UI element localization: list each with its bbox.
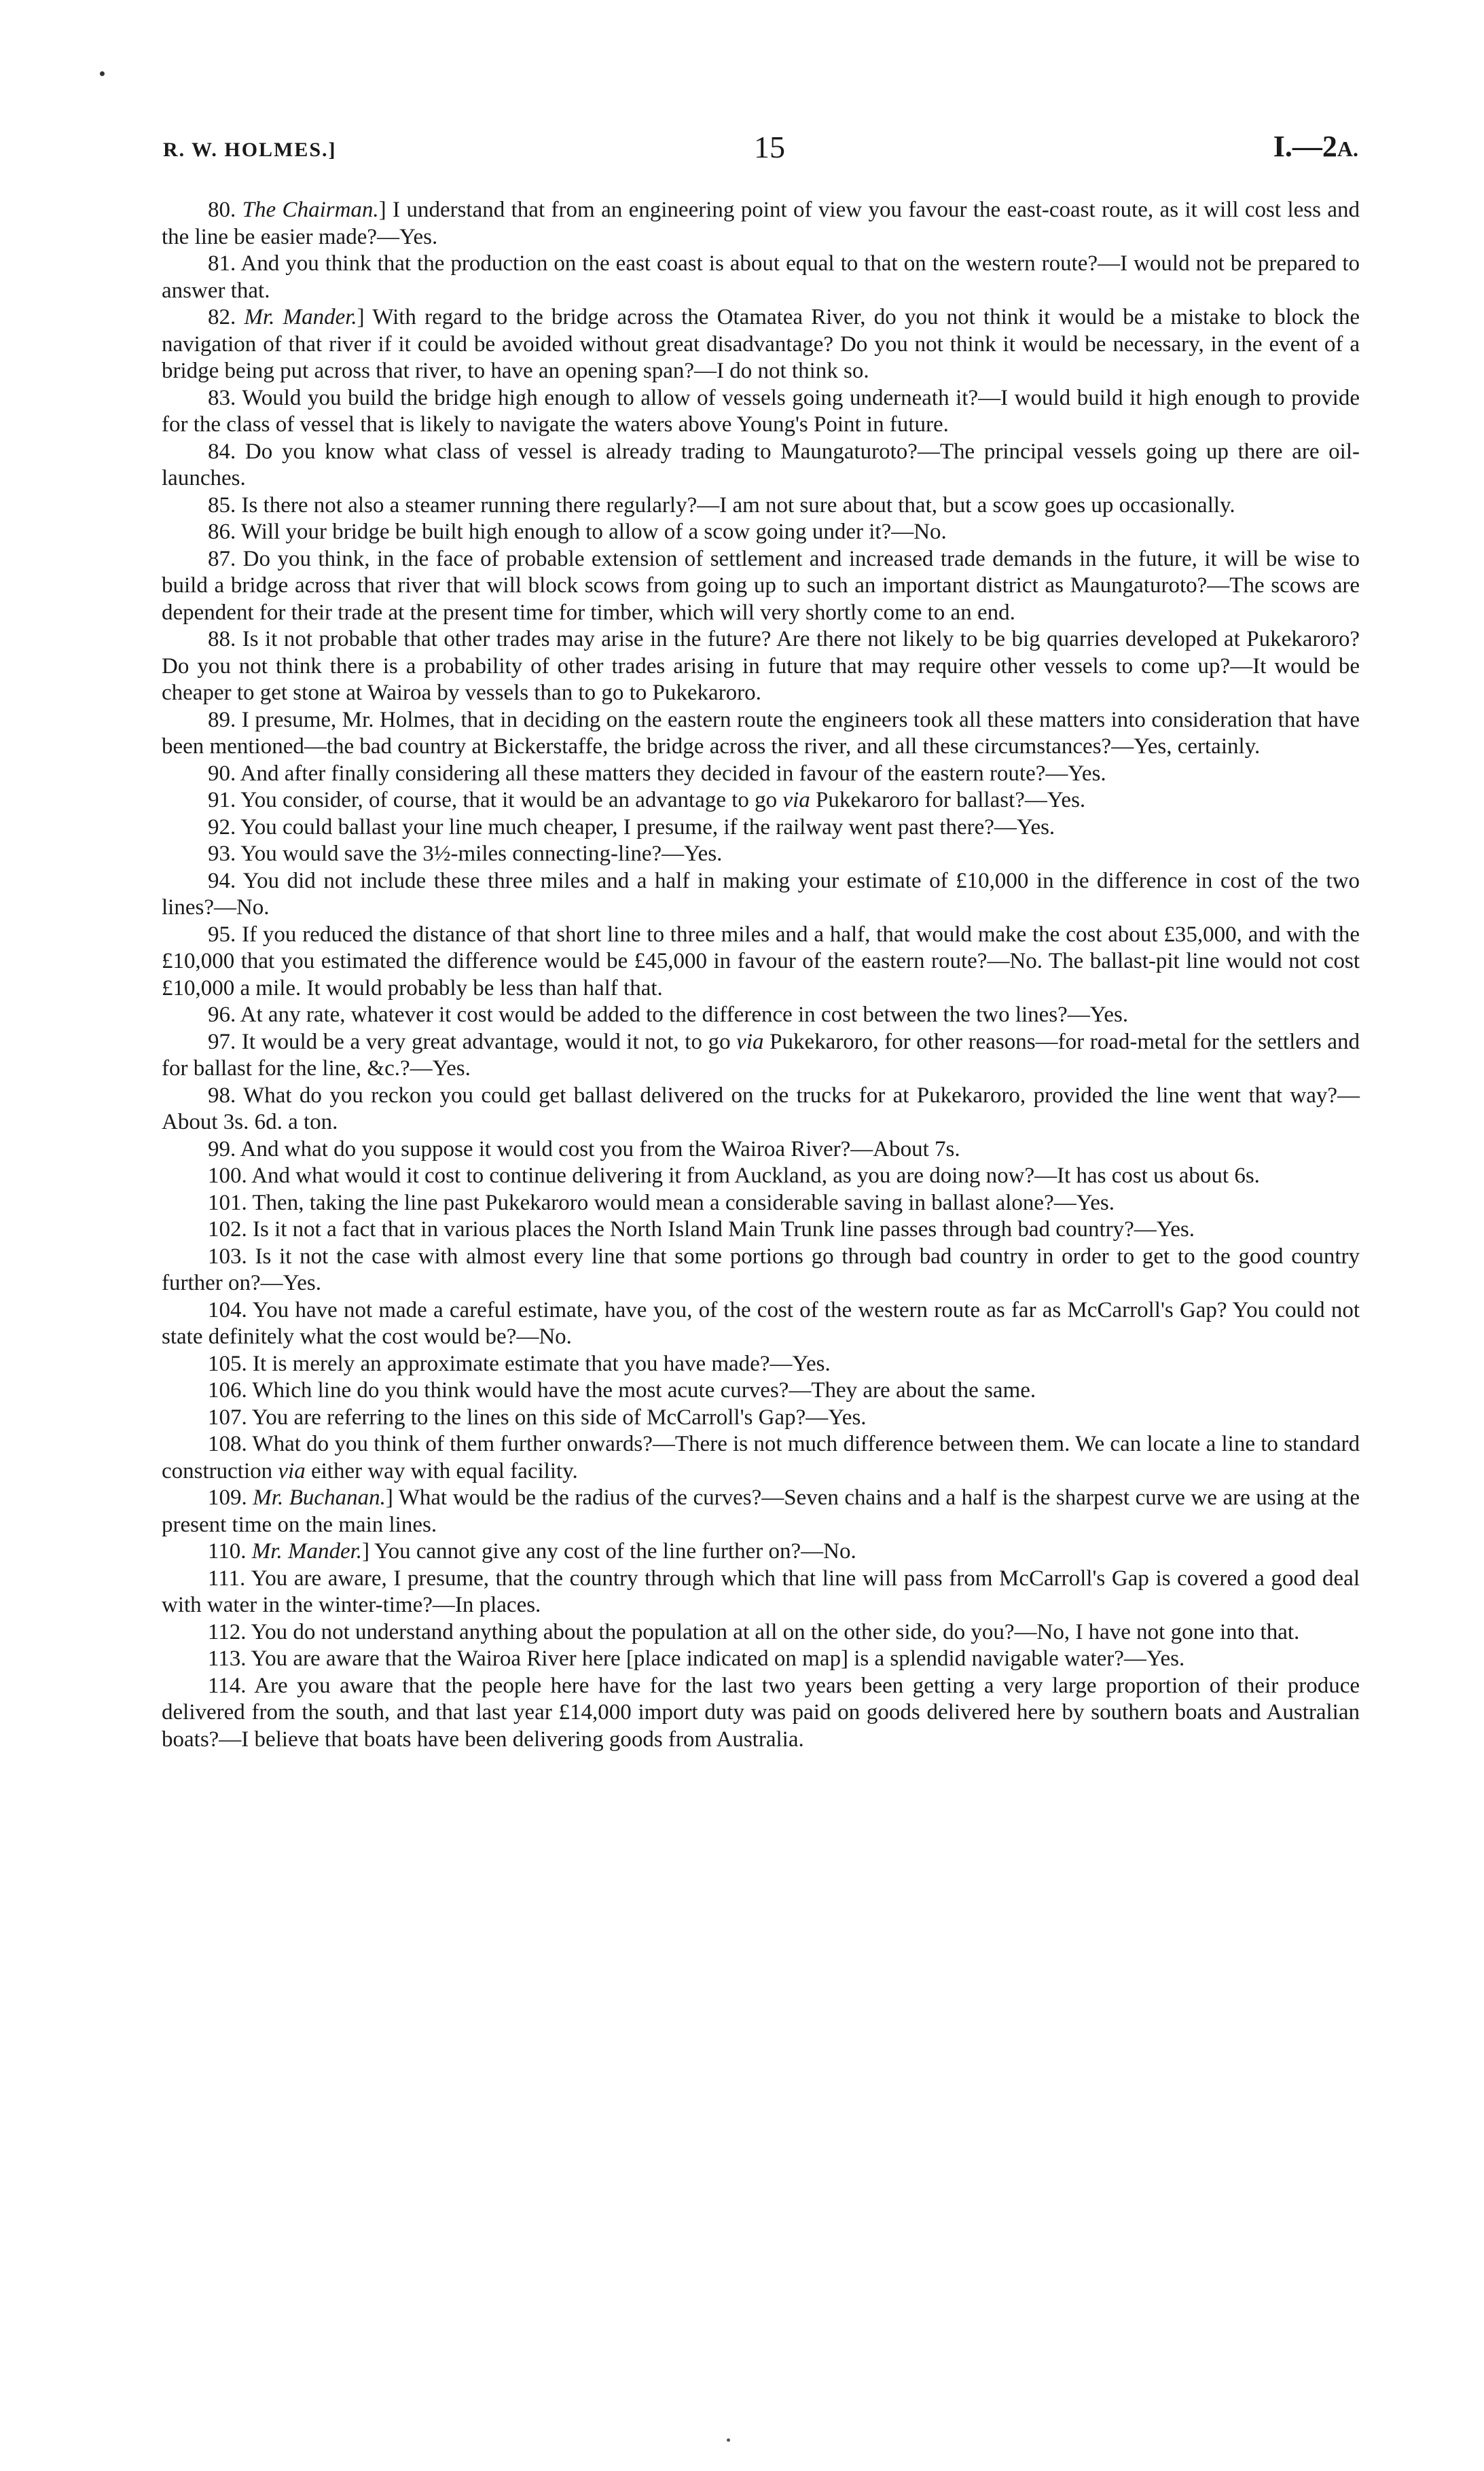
italic-text: Mr. Buchanan. bbox=[253, 1485, 386, 1510]
italic-text: The Chairman. bbox=[242, 198, 379, 222]
italic-text: via bbox=[736, 1029, 764, 1054]
paragraph-text: 102. Is it not a fact that in various places the North Island Main Trunk line passes through bad country?—Yes. bbox=[208, 1217, 1195, 1242]
document-reference-main: I.—2 bbox=[1273, 130, 1337, 163]
italic-text: via bbox=[782, 788, 810, 812]
paragraph-text: 94. You did not include these three miles and a half in making your estimate of £10,000 in the difference in cost of the two lines?—No. bbox=[162, 868, 1360, 920]
paragraph-text: 101. Then, taking the line past Pukekaroro would mean a considerable saving in ballast alone?—Yes. bbox=[208, 1190, 1115, 1215]
paragraph-text: either way with equal facility. bbox=[305, 1458, 578, 1483]
paragraph-text: 109. bbox=[208, 1485, 253, 1510]
evidence-body bbox=[162, 197, 1360, 1753]
question-paragraph bbox=[162, 1485, 1360, 1538]
question-paragraph bbox=[162, 385, 1360, 439]
paragraph-text: 113. You are aware that the Wairoa River here [place indicated on map] is a splendid navigable water?—Yes. bbox=[208, 1646, 1185, 1671]
question-paragraph bbox=[162, 1431, 1360, 1485]
paragraph-text: 98. What do you reckon you could get ballast delivered on the trucks for at Pukekaroro, provided the line went that way?—About 3s. 6d. a ton. bbox=[162, 1083, 1360, 1134]
paragraph-text: 104. You have not made a careful estimate, have you, of the cost of the western route as far as McCarroll's Gap? You could not state definitely what the cost would be?—No. bbox=[162, 1297, 1360, 1349]
paragraph-text: 81. And you think that the production on the east coast is about equal to that on the western route?—I would not be prepared to answer that. bbox=[162, 251, 1360, 303]
paragraph-text: 83. Would you build the bridge high enough to allow of vessels going underneath it?—I would build it high enough to provide for the class of vessel that is likely to navigate the waters above Young's Point in future. bbox=[162, 385, 1360, 437]
paragraph-text: ] What would be the radius of the curves?—Seven chains and a half is the sharpest curve we are using at the present time on the main lines. bbox=[162, 1485, 1360, 1537]
page-header bbox=[163, 129, 1358, 170]
ink-speck-bottom bbox=[727, 2438, 730, 2442]
question-paragraph bbox=[162, 1297, 1360, 1351]
question-paragraph bbox=[162, 1566, 1360, 1619]
paragraph-text: 111. You are aware, I presume, that the country through which that line will pass from McCarroll's Gap is covered a good deal with water in the winter-time?—In places. bbox=[162, 1566, 1360, 1617]
paragraph-text: 89. I presume, Mr. Holmes, that in deciding on the eastern route the engineers took all these matters into consideration that have been mentioned—the bad country at Bickerstaffe, the bridge across the river, and all these circumstances?—Yes, certainly. bbox=[162, 707, 1360, 759]
paragraph-text: Pukekaroro, for other reasons—for road-metal for the settlers and for ballast for the line, &c.?—Yes. bbox=[162, 1029, 1360, 1081]
paragraph-text: 91. You consider, of course, that it would be an advantage to go bbox=[208, 788, 783, 812]
question-paragraph bbox=[162, 1002, 1360, 1029]
question-paragraph bbox=[162, 1190, 1360, 1217]
paragraph-text: 85. Is there not also a steamer running there regularly?—I am not sure about that, but a scow goes up occasionally. bbox=[208, 492, 1235, 518]
paragraph-text: 82. bbox=[208, 305, 245, 329]
italic-text: Mr. Mander. bbox=[244, 305, 357, 329]
paragraph-text: 114. Are you aware that the people here have for the last two years been getting a very large proportion of their produce delivered from the south, and that last year £14,000 import duty was paid on goods delivered here by southern boats and Australian boats?—I believe that boats have been delivering goods from Australia. bbox=[162, 1673, 1360, 1752]
paragraph-text: 103. Is it not the case with almost every line that some portions go through bad country in order to get to the good country further on?—Yes. bbox=[162, 1244, 1360, 1295]
paragraph-text: ] You cannot give any cost of the line further on?—No. bbox=[362, 1539, 856, 1564]
paragraph-text: ] I understand that from an engineering point of view you favour the east-coast route, as it will cost less and the line be easier made?—Yes. bbox=[162, 198, 1360, 249]
question-paragraph bbox=[162, 868, 1360, 922]
question-paragraph bbox=[162, 1405, 1360, 1432]
question-paragraph bbox=[162, 814, 1360, 842]
question-paragraph bbox=[162, 1136, 1360, 1164]
question-paragraph bbox=[162, 922, 1360, 1003]
question-paragraph bbox=[162, 1029, 1360, 1083]
italic-text: via bbox=[278, 1458, 306, 1483]
question-paragraph bbox=[162, 761, 1360, 788]
question-paragraph bbox=[162, 1673, 1360, 1754]
paragraph-text: 108. What do you think of them further onwards?—There is not much difference between them. We can locate a line to standard construction bbox=[162, 1432, 1360, 1483]
document-reference-suffix: A. bbox=[1337, 137, 1358, 161]
question-paragraph bbox=[162, 1351, 1360, 1378]
paragraph-text: 105. It is merely an approximate estimate that you have made?—Yes. bbox=[208, 1351, 831, 1376]
question-paragraph bbox=[162, 1646, 1360, 1673]
paragraph-text: 95. If you reduced the distance of that short line to three miles and a half, that would make the cost about £35,000, and with the £10,000 that you estimated the difference would be £45,000 in favour of the eastern route?—No. The ballast-pit line would not cost £10,000 a mile. It would probably be less than half that. bbox=[162, 922, 1360, 1000]
ink-speck bbox=[100, 71, 105, 76]
question-paragraph bbox=[162, 1619, 1360, 1646]
paragraph-text: 112. You do not understand anything about the population at all on the other side, do you?—No, I have not gone into that. bbox=[208, 1619, 1300, 1644]
witness-name: R. W. HOLMES.] bbox=[163, 139, 337, 161]
question-paragraph bbox=[162, 546, 1360, 627]
paragraph-text: 106. Which line do you think would have the most acute curves?—They are about the same. bbox=[208, 1378, 1036, 1403]
paragraph-text: ] With regard to the bridge across the Otamatea River, do you not think it would be a mistake to block the navigation of that river if it could be avoided without great disadvantage? Do you not think it would be necessary, in the event of a bridge being put across that river, to have an opening span?—I do not think so. bbox=[162, 305, 1360, 383]
paragraph-text: 80. bbox=[208, 198, 242, 222]
question-paragraph bbox=[162, 1538, 1360, 1566]
paragraph-text: 93. You would save the 3½-miles connecting-line?—Yes. bbox=[208, 842, 723, 866]
question-paragraph bbox=[162, 1244, 1360, 1297]
paragraph-text: 87. Do you think, in the face of probable extension of settlement and increased trade demands in the future, it will be wise to build a bridge across that river that will block scows from going up to such an important district as Maungaturoto?—The scows are dependent for their trade at the present time for timber, which will very shortly come to an end. bbox=[162, 546, 1360, 625]
question-paragraph bbox=[162, 707, 1360, 761]
question-paragraph bbox=[162, 519, 1360, 546]
paragraph-text: 107. You are referring to the lines on this side of McCarroll's Gap?—Yes. bbox=[208, 1405, 867, 1430]
paragraph-text: 96. At any rate, whatever it cost would be added to the difference in cost between the two lines?—Yes. bbox=[208, 1003, 1129, 1027]
paragraph-text: 84. Do you know what class of vessel is already trading to Maungaturoto?—The principal vessels going up there are oil-launches. bbox=[162, 439, 1360, 490]
question-paragraph bbox=[162, 1163, 1360, 1190]
question-paragraph bbox=[162, 841, 1360, 868]
question-paragraph bbox=[162, 1083, 1360, 1136]
question-paragraph bbox=[162, 1377, 1360, 1405]
question-paragraph bbox=[162, 197, 1360, 251]
italic-text: Mr. Mander. bbox=[251, 1539, 363, 1564]
question-paragraph bbox=[162, 787, 1360, 814]
paragraph-text: 110. bbox=[208, 1539, 252, 1564]
paragraph-text: 99. And what do you suppose it would cost you from the Wairoa River?—About 7s. bbox=[208, 1136, 960, 1161]
question-paragraph bbox=[162, 439, 1360, 492]
question-paragraph bbox=[162, 626, 1360, 707]
question-paragraph bbox=[162, 1216, 1360, 1244]
page-number: 15 bbox=[754, 130, 785, 164]
question-paragraph bbox=[162, 492, 1360, 520]
question-paragraph bbox=[162, 304, 1360, 385]
paragraph-text: 86. Will your bridge be built high enough to allow of a scow going under it?—No. bbox=[208, 520, 947, 544]
paragraph-text: Pukekaroro for ballast?—Yes. bbox=[810, 788, 1086, 812]
paragraph-text: 92. You could ballast your line much cheaper, I presume, if the railway went past there?—Yes. bbox=[208, 814, 1055, 840]
paragraph-text: 100. And what would it cost to continue delivering it from Auckland, as you are doing now?—It has cost us about 6s. bbox=[208, 1164, 1260, 1188]
question-paragraph bbox=[162, 251, 1360, 304]
paragraph-text: 88. Is it not probable that other trades may arise in the future? Are there not likely to be big quarries developed at Pukekaroro? Do you not think there is a probability of other trades arising in future that may require other vessels to come up?—It would be cheaper to get stone at Wairoa by vessels than to go to Pukekaroro. bbox=[162, 627, 1360, 705]
document-reference bbox=[1273, 129, 1358, 164]
paragraph-text: 90. And after finally considering all these matters they decided in favour of the eastern route?—Yes. bbox=[208, 761, 1106, 786]
paragraph-text: 97. It would be a very great advantage, would it not, to go bbox=[208, 1029, 737, 1054]
